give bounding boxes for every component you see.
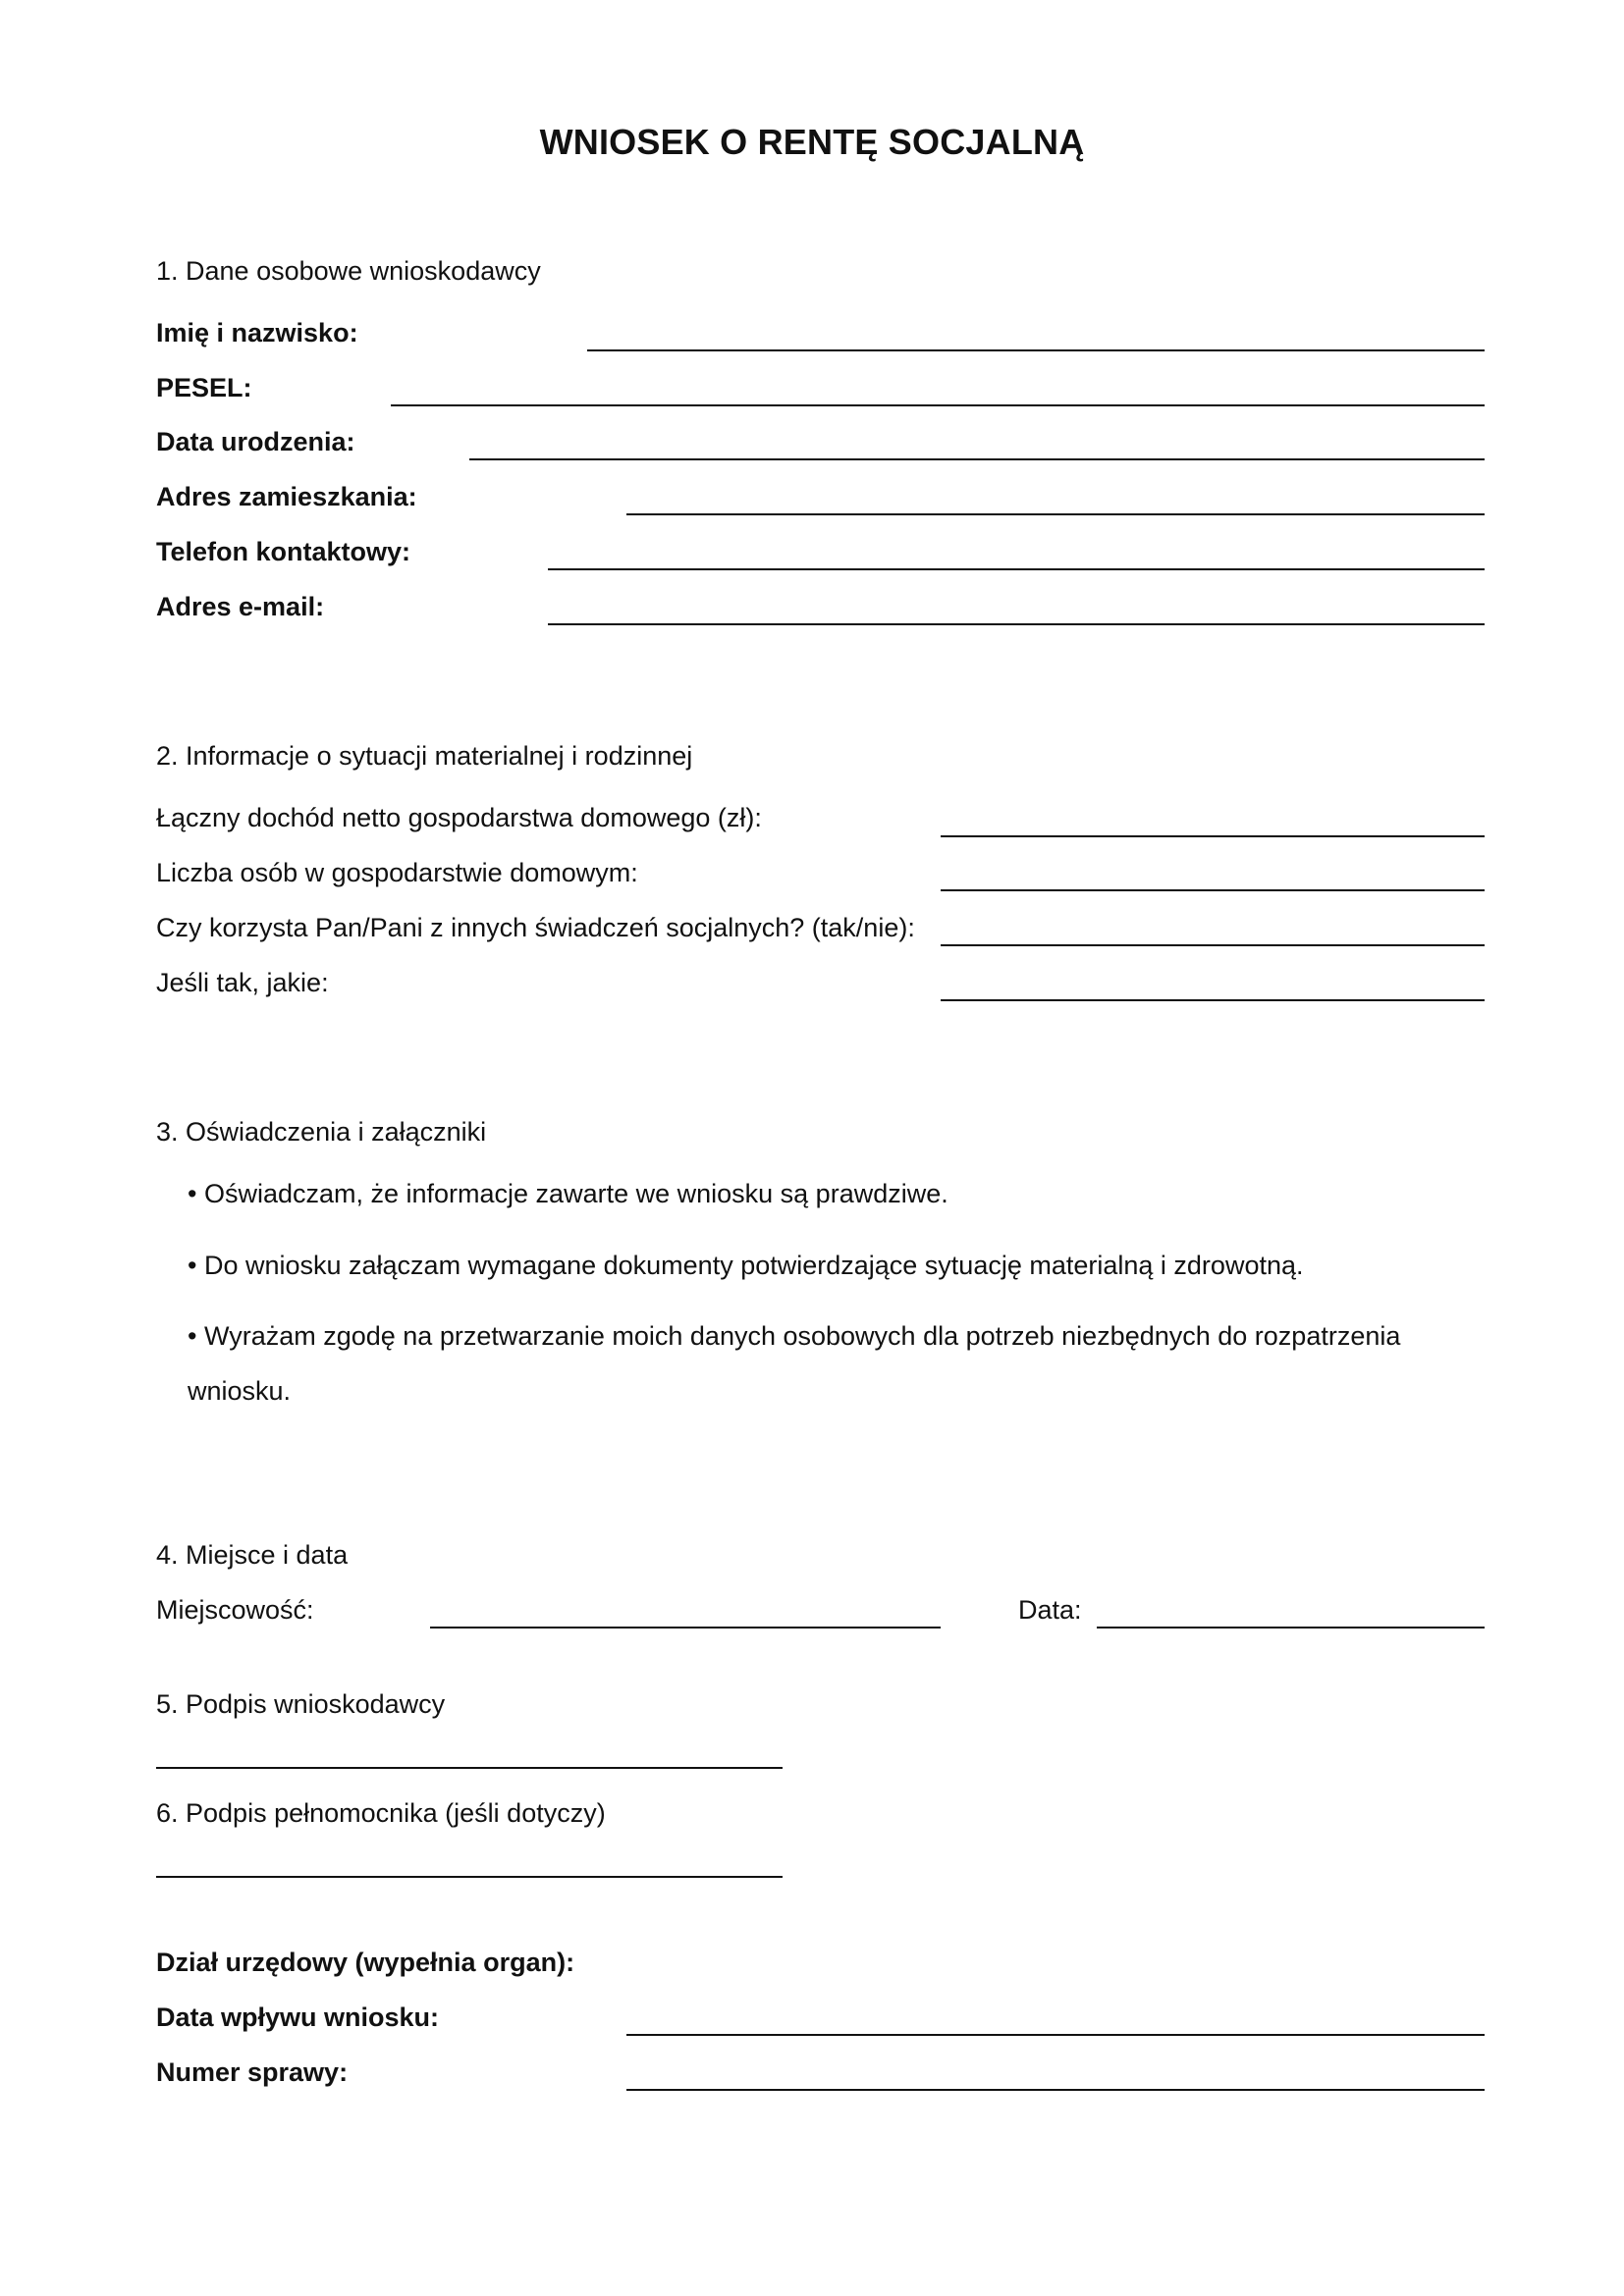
field-label-full-name: Imię i nazwisko: — [156, 318, 358, 347]
field-label-household-size: Liczba osób w gospodarstwie domowym: — [156, 858, 638, 887]
office-section-heading: Dział urzędowy (wypełnia organ): — [156, 1948, 575, 1977]
statement-truthfulness: • Oświadczam, że informacje zawarte we wniosku są prawdziwe. — [188, 1179, 948, 1208]
section-5-heading: 5. Podpis wnioskodawcy — [156, 1689, 446, 1719]
field-label-address: Adres zamieszkania: — [156, 482, 417, 511]
field-label-date: Data: — [1018, 1595, 1082, 1625]
field-label-benefits-details: Jeśli tak, jakie: — [156, 968, 329, 997]
income-field-line[interactable] — [941, 835, 1485, 837]
benefits-details-field-line[interactable] — [941, 999, 1485, 1001]
birth-date-field-line[interactable] — [469, 458, 1485, 460]
place-field-line[interactable] — [430, 1627, 941, 1629]
section-4-heading: 4. Miejsce i data — [156, 1540, 349, 1570]
section-3-heading: 3. Oświadczenia i załączniki — [156, 1117, 487, 1147]
section-1-heading: 1. Dane osobowe wnioskodawcy — [156, 256, 541, 286]
phone-field-line[interactable] — [548, 568, 1485, 570]
pesel-field-line[interactable] — [391, 404, 1485, 406]
household-size-field-line[interactable] — [941, 889, 1485, 891]
field-label-other-benefits: Czy korzysta Pan/Pani z innych świadczeń socjalnych? (tak/nie): — [156, 913, 915, 942]
full-name-field-line[interactable] — [587, 349, 1485, 351]
statement-data-consent-continued: wniosku. — [188, 1376, 292, 1406]
statement-attachments: • Do wniosku załączam wymagane dokumenty potwierdzające sytuację materialną i zdrowotną. — [188, 1251, 1304, 1280]
document-title: WNIOSEK O RENTĘ SOCJALNĄ — [539, 122, 1085, 162]
section-2-heading: 2. Informacje o sytuacji materialnej i rodzinnej — [156, 741, 693, 771]
field-label-phone: Telefon kontaktowy: — [156, 537, 411, 566]
applicant-signature-line[interactable] — [156, 1767, 783, 1769]
field-label-place: Miejscowość: — [156, 1595, 314, 1625]
statement-data-consent: • Wyrażam zgodę na przetwarzanie moich danych osobowych dla potrzeb niezbędnych do rozpatrzenia — [188, 1321, 1401, 1351]
field-label-case-number: Numer sprawy: — [156, 2057, 349, 2087]
address-field-line[interactable] — [626, 513, 1485, 515]
proxy-signature-line[interactable] — [156, 1876, 783, 1878]
section-6-heading: 6. Podpis pełnomocnika (jeśli dotyczy) — [156, 1798, 606, 1828]
field-label-pesel: PESEL: — [156, 373, 252, 402]
email-field-line[interactable] — [548, 623, 1485, 625]
field-label-income: Łączny dochód netto gospodarstwa domowego (zł): — [156, 803, 762, 832]
field-label-birth-date: Data urodzenia: — [156, 427, 355, 456]
field-label-email: Adres e-mail: — [156, 592, 325, 621]
date-field-line[interactable] — [1097, 1627, 1485, 1629]
field-label-receipt-date: Data wpływu wniosku: — [156, 2002, 440, 2032]
receipt-date-field-line[interactable] — [626, 2034, 1485, 2036]
other-benefits-field-line[interactable] — [941, 944, 1485, 946]
case-number-field-line[interactable] — [626, 2089, 1485, 2091]
